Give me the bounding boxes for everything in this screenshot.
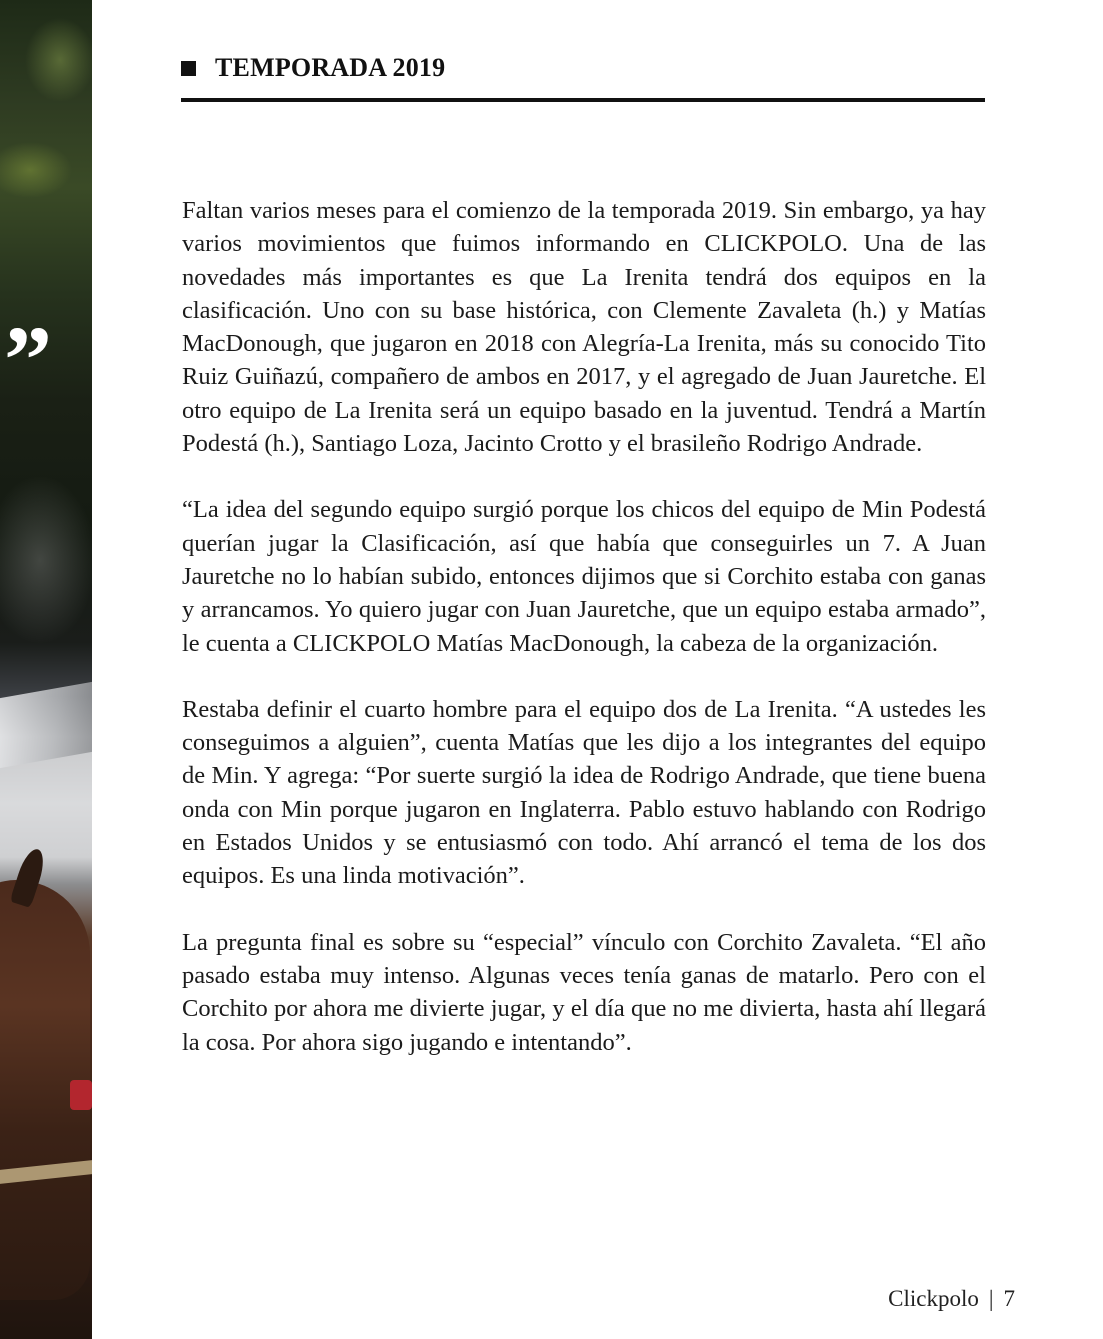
section-title: TEMPORADA 2019 <box>215 53 446 82</box>
side-photo <box>0 0 92 1339</box>
page-footer <box>888 1286 1015 1312</box>
section-header-row <box>181 52 985 84</box>
article-paragraph-4: La pregunta final es sobre su “especial” vínculo con Corchito Zavaleta. “El año pasado estaba muy intenso. Algunas veces tenía ganas de matarlo. Pero con el Corchito por ahora me divierte jugar, y el día que no me divierta, hasta ahí llegará la cosa. Por ahora sigo jugando e intentando”. <box>182 928 986 1056</box>
horse-tack-detail <box>70 1080 92 1110</box>
article-paragraph-1: Faltan varios meses para el comienzo de la temporada 2019. Sin embargo, ya hay varios movimientos que fuimos informando en CLICKPOLO. Una de las novedades más importantes es que La Irenita tendrá dos equipos en la clasificación. Uno con su base histórica, con Clemente Zavaleta (h.) y Matías MacDonough, que jugaron en 2018 con Alegría-La Irenita, más su conocido Tito Ruiz Guiñazú, compañero de ambos en 2017, y el agregado de Juan Jauretche. El otro equipo de La Irenita será un equipo basado en la juventud. Tendrá a Martín Podestá (h.), Santiago Loza, Jacinto Crotto y el brasileño Rodrigo Andrade. <box>182 197 986 458</box>
article-body <box>182 194 986 1092</box>
publication-name: Clickpolo <box>888 1286 979 1311</box>
footer-separator: | <box>988 1286 994 1311</box>
header-divider <box>181 98 985 102</box>
square-bullet-icon <box>181 61 196 76</box>
photo-background-band <box>0 682 92 768</box>
closing-quote-icon: ” <box>4 306 46 413</box>
page-number: 7 <box>1003 1286 1015 1311</box>
article-paragraph-3: Restaba definir el cuarto hombre para el equipo dos de La Irenita. “A ustedes les conseguimos a alguien”, cuenta Matías que les dijo a los integrantes del equipo de Min. Y agrega: “Por suerte surgió la idea de Rodrigo Andrade, que tiene buena onda con Min porque jugaron en Inglaterra. Pablo estuvo hablando con Rodrigo en Estados Unidos y se entusiasmó con todo. Ahí arrancó el tema de los dos equipos. Es una linda motivación”. <box>182 695 986 890</box>
article-paragraph-2: “La idea del segundo equipo surgió porque los chicos del equipo de Min Podestá querían jugar la Clasificación, así que había que conseguirles un 7. A Juan Jauretche no lo habían subido, entonces dijimos que si Corchito estaba con ganas y arrancamos. Yo quiero jugar con Juan Jauretche, que un equipo estaba armado”, le cuenta a CLICKPOLO Matías MacDonough, la cabeza de la organización. <box>182 496 986 657</box>
section-header <box>181 52 985 84</box>
